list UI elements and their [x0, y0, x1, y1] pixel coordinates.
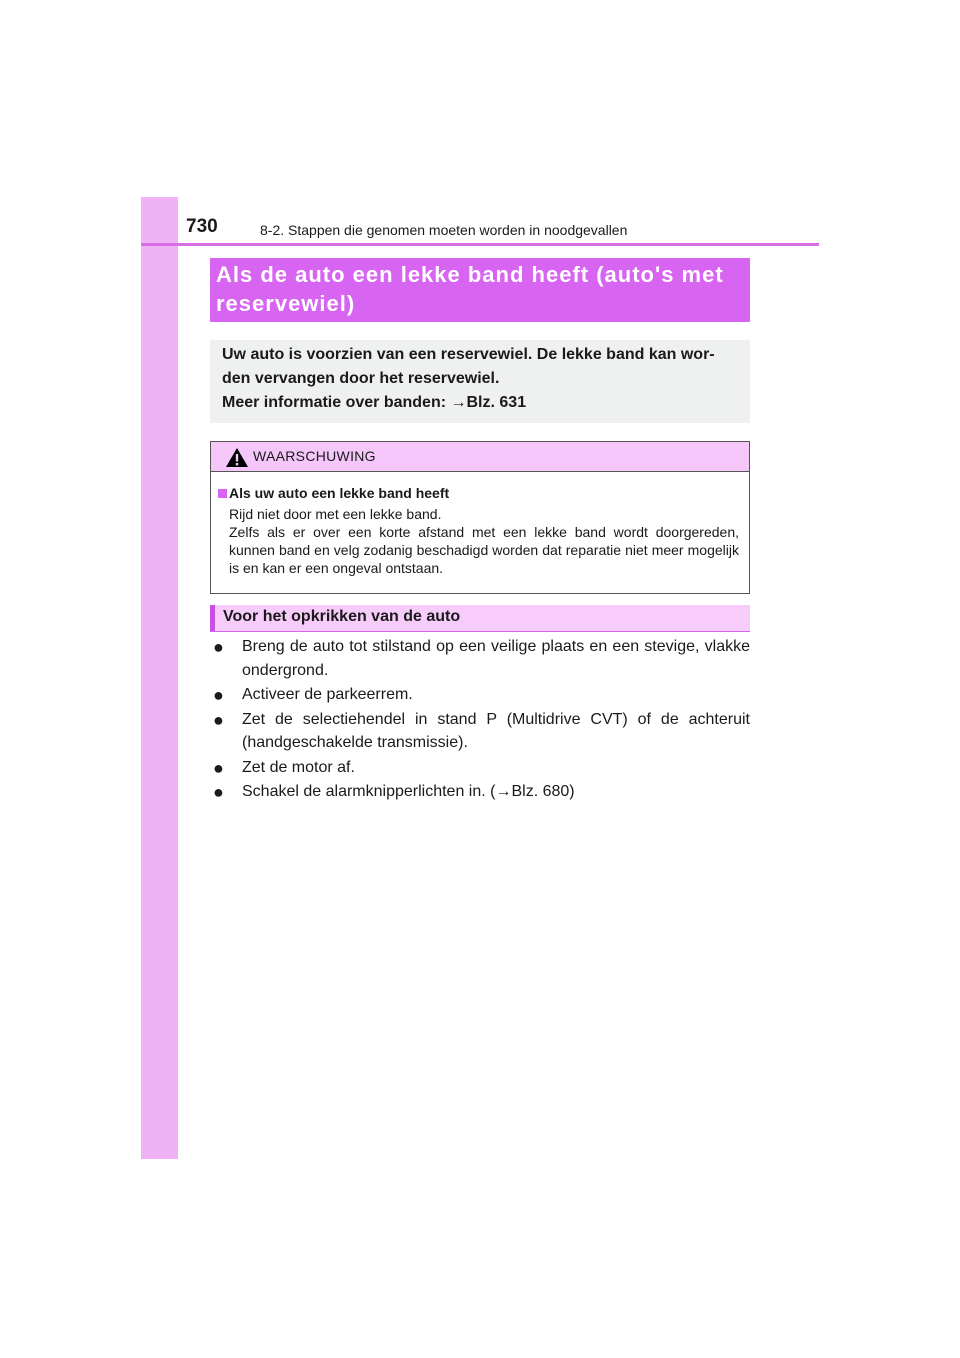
- intro-more-label: Meer informatie over banden:: [222, 394, 451, 411]
- warning-header: [211, 442, 749, 472]
- warning-triangle-icon: [225, 447, 249, 468]
- warning-line: Zelfs als er over een korte afstand met een lekke band wordt doorgereden, kunnen band en velg zodanig beschadigd worden dat reparatie niet meer mogelijk is en kan er een ongeval ontstaan.: [229, 524, 739, 576]
- bullet-dot-icon: ●: [213, 782, 224, 802]
- warning-box: [210, 441, 750, 594]
- page-number: 730: [186, 216, 218, 237]
- warning-line: Rijd niet door met een lekke band.: [229, 506, 442, 522]
- list-item: [210, 780, 750, 804]
- instruction-list: [210, 635, 750, 805]
- list-item-text: Zet de motor af.: [242, 758, 355, 776]
- warning-label: WAARSCHUWING: [253, 448, 376, 464]
- list-item: [210, 683, 750, 707]
- warning-body: [229, 505, 739, 577]
- list-item-text: Schakel de alarmknipperlichten in. (→Blz. 680): [242, 783, 575, 800]
- intro-page-link[interactable]: Blz. 631: [466, 394, 527, 411]
- title-banner: [210, 258, 750, 322]
- page-title: Als de auto een lekke band heeft (auto's met reservewiel): [216, 262, 724, 316]
- header-rule: [141, 243, 819, 246]
- subsection-bar: [210, 605, 215, 631]
- bullet-dot-icon: ●: [213, 637, 224, 657]
- list-item: [210, 756, 750, 780]
- intro-box: [210, 340, 750, 423]
- list-item-text: Zet de selectiehendel in stand P (Multidrive CVT) of de achteruit (handgeschakelde transmissie).: [242, 710, 750, 751]
- intro-text: Uw auto is voorzien van een reservewiel. De lekke band kan wor-den vervangen door het reservewiel.: [222, 346, 715, 387]
- subsection-title: Voor het opkrikken van de auto: [223, 608, 461, 625]
- warning-subtitle: Als uw auto een lekke band heeft: [229, 485, 450, 501]
- square-marker-icon: [218, 489, 227, 498]
- chapter-side-tab: [141, 197, 178, 1159]
- section-heading: 8-2. Stappen die genomen moeten worden in noodgevallen: [260, 222, 628, 238]
- list-item-text: Activeer de parkeerrem.: [242, 686, 413, 703]
- list-item-text: Breng de auto tot stilstand op een veilige plaats en een stevige, vlakke ondergrond.: [242, 638, 750, 679]
- arrow-right-icon: →: [450, 394, 467, 411]
- intro-more-info: [222, 394, 526, 412]
- list-item: [210, 635, 750, 682]
- bullet-dot-icon: ●: [213, 709, 224, 730]
- bullet-dot-icon: ●: [213, 685, 224, 705]
- list-item: [210, 708, 750, 755]
- bullet-dot-icon: ●: [213, 757, 224, 778]
- subsection-header: [210, 605, 750, 632]
